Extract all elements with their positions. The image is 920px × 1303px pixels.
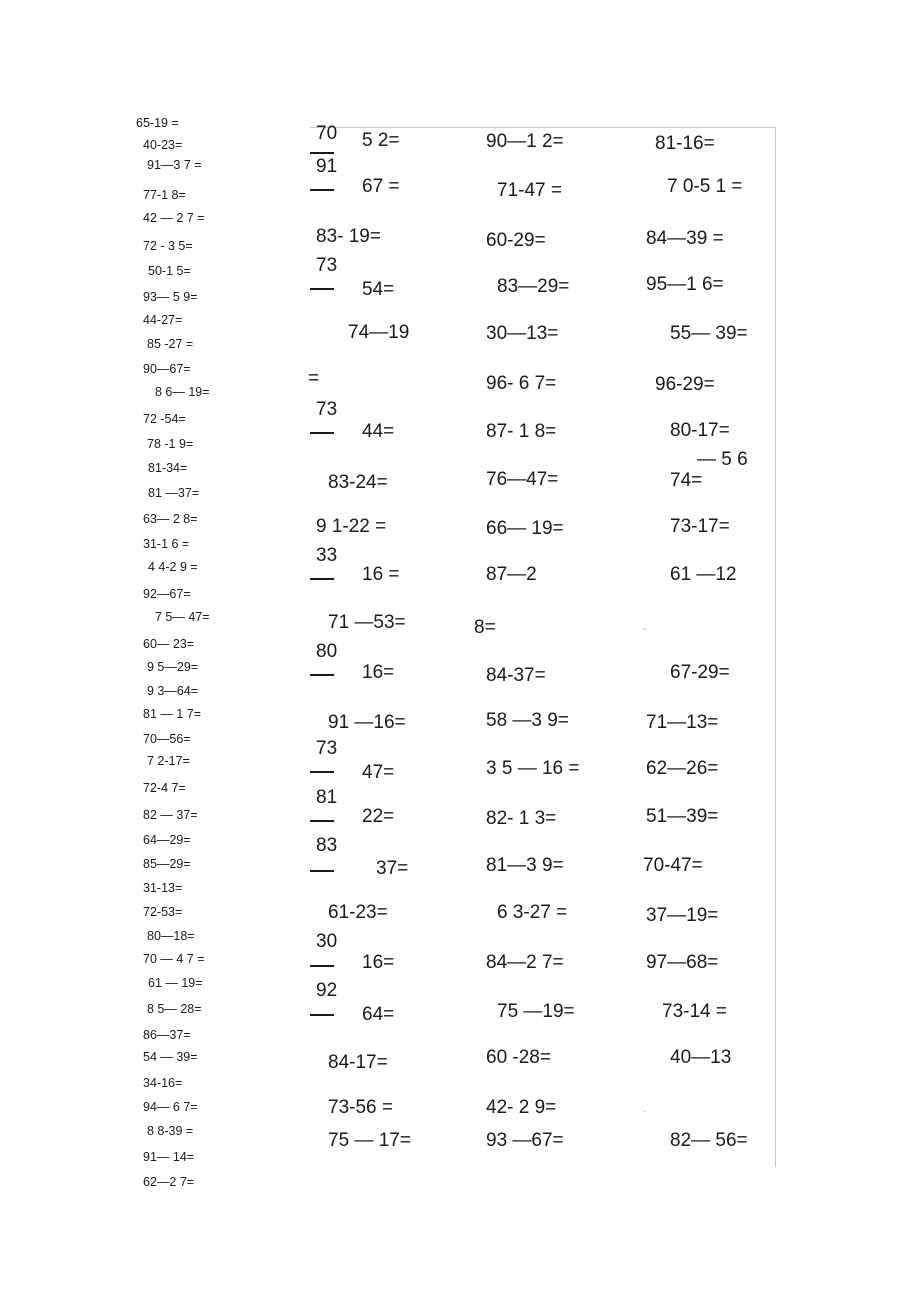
problem-item: 75 —19=	[497, 1001, 575, 1022]
problem-item: 5 2=	[362, 130, 400, 151]
problem-item: 4 4-2 9 =	[148, 560, 198, 574]
problem-item: 81-34=	[148, 461, 188, 475]
problem-item: 84-37=	[486, 665, 546, 686]
minus-dash	[310, 189, 334, 191]
minus-dash	[310, 965, 334, 967]
problem-item: 37=	[376, 858, 409, 879]
problem-item: 73-56 =	[328, 1097, 393, 1118]
problem-item: 44-27=	[143, 313, 183, 327]
problem-item: 60-29=	[486, 230, 546, 251]
problem-item: 82 — 37=	[143, 808, 198, 822]
problem-item: 72-4 7=	[143, 781, 186, 795]
problem-item: 70 — 4 7 =	[143, 952, 205, 966]
problem-item: 16=	[362, 662, 395, 683]
problem-item: 81 — 1 7=	[143, 707, 202, 721]
problem-item: 91— 14=	[143, 1150, 195, 1164]
problem-item: 30	[316, 931, 338, 952]
problem-item: 80-17=	[670, 420, 730, 441]
problem-item: 61 — 19=	[148, 976, 203, 990]
problem-item: 95—1 6=	[646, 274, 724, 295]
problem-item: 61-23=	[328, 902, 388, 923]
problem-item: 93— 5 9=	[143, 290, 198, 304]
problem-item: 50-1 5=	[148, 264, 191, 278]
problem-item: 91 —16=	[328, 712, 406, 733]
problem-item: 73-14 =	[662, 1001, 727, 1022]
problem-item: 67 =	[362, 176, 400, 197]
problem-item: 94— 6 7=	[143, 1100, 198, 1114]
problem-item: 92—67=	[143, 587, 191, 601]
problem-item: 72-53=	[143, 905, 183, 919]
problem-item: 9 5—29=	[147, 660, 199, 674]
problem-item: 84-17=	[328, 1052, 388, 1073]
problem-item: 73-17=	[670, 516, 730, 537]
problem-item: 97—68=	[646, 952, 719, 973]
problem-item: 64—29=	[143, 833, 191, 847]
problem-item: 16=	[362, 952, 395, 973]
problem-item: 58 —3 9=	[486, 710, 569, 731]
problem-item: 90—1 2=	[486, 131, 564, 152]
problem-item: 75 — 17=	[328, 1130, 411, 1151]
problem-item: 81	[316, 787, 338, 808]
problem-item: 87- 1 8=	[486, 421, 557, 442]
problem-item: 91—3 7 =	[147, 158, 202, 172]
problem-item: 85 -27 =	[147, 337, 194, 351]
problem-item: 71—13=	[646, 712, 719, 733]
problem-item: 83	[316, 835, 338, 856]
problem-item: 86—37=	[143, 1028, 191, 1042]
problem-item: 77-1 8=	[143, 188, 186, 202]
problem-item: 87—2	[486, 564, 537, 585]
problem-item: 40—13	[670, 1047, 732, 1068]
problem-item: 8 6— 19=	[155, 385, 210, 399]
problem-item: 3 5 — 16 =	[486, 758, 580, 779]
problem-item: 74=	[670, 470, 703, 491]
problem-item: 83- 19=	[316, 226, 381, 247]
problem-item: 31-13=	[143, 881, 183, 895]
problem-item: 90—67=	[143, 362, 191, 376]
minus-dash	[310, 152, 334, 154]
problem-item: 70—56=	[143, 732, 191, 746]
problem-item: 76—47=	[486, 469, 559, 490]
problem-item: 96-29=	[655, 374, 715, 395]
tick-mark: -	[643, 624, 647, 635]
problem-item: 8=	[474, 617, 496, 638]
problem-item: 6 3-27 =	[497, 902, 568, 923]
problem-item: 31-1 6 =	[143, 537, 190, 551]
minus-dash	[310, 820, 334, 822]
problem-item: 60— 23=	[143, 637, 195, 651]
problem-item: 74—19	[348, 322, 410, 343]
problem-item: 55— 39=	[670, 323, 748, 344]
problem-item: 67-29=	[670, 662, 730, 683]
problem-item: 78 -1 9=	[147, 437, 194, 451]
minus-dash	[310, 771, 334, 773]
minus-dash	[310, 578, 334, 580]
problem-item: 80	[316, 641, 338, 662]
problem-item: 73	[316, 255, 338, 276]
problem-item: 51—39=	[646, 806, 719, 827]
problem-item: 71-47 =	[497, 180, 562, 201]
problem-item: 40-23=	[143, 138, 183, 152]
problem-item: 65-19 =	[136, 116, 179, 130]
problem-item: 7 5— 47=	[155, 610, 210, 624]
problem-item: 84—39 =	[646, 228, 724, 249]
problem-item: 64=	[362, 1004, 395, 1025]
problem-item: 81-16=	[655, 133, 715, 154]
problem-item: 63— 2 8=	[143, 512, 198, 526]
problem-item: 37—19=	[646, 905, 719, 926]
problem-item: 8 8-39 =	[147, 1124, 194, 1138]
problem-item: 80—18=	[147, 929, 195, 943]
problem-item: 33	[316, 545, 338, 566]
problem-item: 96- 6 7=	[486, 373, 557, 394]
problem-item: 73	[316, 738, 338, 759]
problem-item: 72 - 3 5=	[143, 239, 193, 253]
problem-item: 9 1-22 =	[316, 516, 387, 537]
problem-item: 44=	[362, 421, 395, 442]
problem-item: — 5 6	[697, 449, 748, 470]
minus-dash	[310, 674, 334, 676]
problem-item: 66— 19=	[486, 518, 564, 539]
problem-item: 85—29=	[143, 857, 191, 871]
problem-item: 81—3 9=	[486, 855, 564, 876]
problem-item: 7 2-17=	[147, 754, 190, 768]
problem-item: 82— 56=	[670, 1130, 748, 1151]
problem-item: 71 —53=	[328, 612, 406, 633]
problem-item: 16 =	[362, 564, 400, 585]
problem-item: 91	[316, 156, 338, 177]
problem-item: 70-47=	[643, 855, 703, 876]
problem-item: 7 0-5 1 =	[667, 176, 743, 197]
problem-item: 62—2 7=	[143, 1175, 195, 1189]
minus-dash	[310, 1014, 334, 1016]
problem-item: 83—29=	[497, 276, 570, 297]
problem-item: 73	[316, 399, 338, 420]
tick-mark: ·	[643, 1106, 647, 1117]
problem-item: 30—13=	[486, 323, 559, 344]
problem-item: 82- 1 3=	[486, 808, 557, 829]
problem-item: 54=	[362, 279, 395, 300]
problem-item: 54 — 39=	[143, 1050, 198, 1064]
problem-item: 22=	[362, 806, 395, 827]
problem-item: 8 5— 28=	[147, 1002, 202, 1016]
minus-dash	[310, 288, 334, 290]
problem-item: 81 —37=	[148, 486, 200, 500]
problem-item: 60 -28=	[486, 1047, 551, 1068]
problem-item: 84—2 7=	[486, 952, 564, 973]
problem-item: 42- 2 9=	[486, 1097, 557, 1118]
problem-item: 34-16=	[143, 1076, 183, 1090]
problem-item: 92	[316, 980, 338, 1001]
problem-item: 42 — 2 7 =	[143, 211, 205, 225]
problem-item: 47=	[362, 762, 395, 783]
minus-dash	[310, 432, 334, 434]
problem-item: 61 —12	[670, 564, 737, 585]
minus-dash	[310, 870, 334, 872]
problem-item: 83-24=	[328, 472, 388, 493]
problem-item: 72 -54=	[143, 412, 186, 426]
problem-item: 70	[316, 123, 338, 144]
problem-item: 93 —67=	[486, 1130, 564, 1151]
problem-item: 62—26=	[646, 758, 719, 779]
problem-item: =	[308, 368, 320, 389]
problem-item: 9 3—64=	[147, 684, 199, 698]
